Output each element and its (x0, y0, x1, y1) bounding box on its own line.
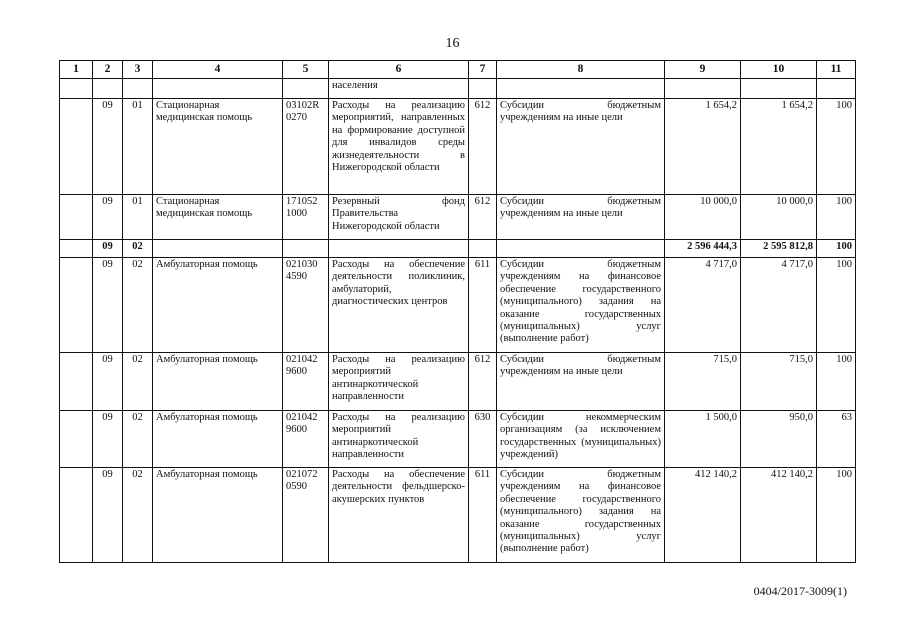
column-header: 2 (93, 61, 123, 79)
cell-amount-actual: 412 140,2 (741, 468, 817, 563)
cell-amount-plan: 1 654,2 (665, 99, 741, 195)
cell-expense-type-name (497, 240, 665, 258)
cell-subsection-name: Стационарная медицинская помощь (153, 99, 283, 195)
cell-col1 (60, 411, 93, 468)
cell-amount-actual: 1 654,2 (741, 99, 817, 195)
column-header: 5 (283, 61, 329, 79)
cell-percent: 100 (817, 195, 856, 240)
cell-amount-actual: 715,0 (741, 353, 817, 411)
cell-subsection: 02 (123, 468, 153, 563)
cell-expense-type: 612 (469, 99, 497, 195)
cell-expense-type: 611 (469, 468, 497, 563)
cell-subsection: 01 (123, 195, 153, 240)
cell-target-article (283, 240, 329, 258)
cell-amount-plan: 10 000,0 (665, 195, 741, 240)
column-header: 10 (741, 61, 817, 79)
table-row (60, 468, 856, 563)
column-header: 3 (123, 61, 153, 79)
cell-percent (817, 79, 856, 99)
cell-article-name (329, 240, 469, 258)
cell-amount-actual: 4 717,0 (741, 258, 817, 353)
cell-article-name: Расходы на реализацию мероприятий антинаркотической направленности (329, 411, 469, 468)
cell-target-article: 021030 4590 (283, 258, 329, 353)
cell-col1 (60, 240, 93, 258)
cell-percent: 100 (817, 468, 856, 563)
cell-expense-type-name: Субсидии бюджетным учреждениям на иные цели (497, 353, 665, 411)
cell-percent: 100 (817, 99, 856, 195)
cell-subsection: 02 (123, 258, 153, 353)
budget-table (59, 60, 856, 563)
cell-col1 (60, 353, 93, 411)
cell-amount-plan: 1 500,0 (665, 411, 741, 468)
cell-col1 (60, 79, 93, 99)
cell-expense-type-name: Субсидии бюджетным учреждениям на иные цели (497, 99, 665, 195)
cell-target-article: 021042 9600 (283, 353, 329, 411)
cell-expense-type (469, 240, 497, 258)
cell-target-article (283, 79, 329, 99)
table-row (60, 411, 856, 468)
column-header: 9 (665, 61, 741, 79)
cell-percent: 100 (817, 353, 856, 411)
cell-expense-type-name: Субсидии некоммерческим организациям (за исключением государственных (муниципальных) учреждений) (497, 411, 665, 468)
cell-target-article: 021072 0590 (283, 468, 329, 563)
cell-subsection: 02 (123, 240, 153, 258)
table-header-row (60, 61, 856, 79)
cell-expense-type (469, 79, 497, 99)
cell-subsection (123, 79, 153, 99)
cell-amount-plan: 412 140,2 (665, 468, 741, 563)
cell-article-name: Резервный фонд Правительства Нижегородской области (329, 195, 469, 240)
cell-section: 09 (93, 195, 123, 240)
cell-percent: 63 (817, 411, 856, 468)
cell-expense-type-name: Субсидии бюджетным учреждениям на финансовое обеспечение государственного (муниципального) задания на оказание государственных (муниципальных) услуг (выполнение работ) (497, 258, 665, 353)
column-header: 7 (469, 61, 497, 79)
column-header: 6 (329, 61, 469, 79)
cell-col1 (60, 195, 93, 240)
document-reference: 0404/2017-3009(1) (753, 584, 847, 598)
cell-col1 (60, 468, 93, 563)
table-row (60, 79, 856, 99)
cell-article-name: Расходы на реализацию мероприятий, направленных на формирование доступной для инвалидов среды жизнедеятельности в Нижегородской области (329, 99, 469, 195)
cell-expense-type: 612 (469, 195, 497, 240)
cell-amount-plan: 2 596 444,3 (665, 240, 741, 258)
cell-subsection-name: Амбулаторная помощь (153, 258, 283, 353)
cell-subsection-name: Амбулаторная помощь (153, 353, 283, 411)
cell-subsection-name (153, 79, 283, 99)
cell-expense-type-name: Субсидии бюджетным учреждениям на иные цели (497, 195, 665, 240)
cell-subsection: 01 (123, 99, 153, 195)
cell-col1 (60, 99, 93, 195)
cell-col1 (60, 258, 93, 353)
cell-percent: 100 (817, 258, 856, 353)
cell-article-name: Расходы на обеспечение деятельности фельдшерско-акушерских пунктов (329, 468, 469, 563)
table-row-subtotal (60, 240, 856, 258)
cell-amount-actual: 10 000,0 (741, 195, 817, 240)
cell-expense-type-name: Субсидии бюджетным учреждениям на финансовое обеспечение государственного (муниципального) задания на оказание государственных (муниципальных) услуг (выполнение работ) (497, 468, 665, 563)
column-header: 11 (817, 61, 856, 79)
cell-subsection: 02 (123, 411, 153, 468)
cell-subsection: 02 (123, 353, 153, 411)
column-header: 1 (60, 61, 93, 79)
cell-subsection-name: Амбулаторная помощь (153, 411, 283, 468)
cell-percent: 100 (817, 240, 856, 258)
cell-section: 09 (93, 353, 123, 411)
cell-expense-type: 612 (469, 353, 497, 411)
cell-amount-actual (741, 79, 817, 99)
cell-article-name: Расходы на реализацию мероприятий антинаркотической направленности (329, 353, 469, 411)
cell-expense-type-name (497, 79, 665, 99)
cell-article-name: Расходы на обеспечение деятельности поликлиник, амбулаторий, диагностических центров (329, 258, 469, 353)
column-header: 8 (497, 61, 665, 79)
cell-section: 09 (93, 468, 123, 563)
cell-subsection-name: Амбулаторная помощь (153, 468, 283, 563)
cell-amount-plan: 715,0 (665, 353, 741, 411)
cell-amount-actual: 2 595 812,8 (741, 240, 817, 258)
cell-amount-plan: 4 717,0 (665, 258, 741, 353)
table-row (60, 353, 856, 411)
table-row (60, 258, 856, 353)
cell-amount-plan (665, 79, 741, 99)
cell-subsection-name (153, 240, 283, 258)
cell-subsection-name: Стационарная медицинская помощь (153, 195, 283, 240)
cell-section: 09 (93, 240, 123, 258)
cell-amount-actual: 950,0 (741, 411, 817, 468)
cell-section (93, 79, 123, 99)
cell-expense-type: 611 (469, 258, 497, 353)
cell-target-article: 03102R 0270 (283, 99, 329, 195)
cell-target-article: 021042 9600 (283, 411, 329, 468)
column-header: 4 (153, 61, 283, 79)
table-row (60, 99, 856, 195)
cell-section: 09 (93, 411, 123, 468)
table-row (60, 195, 856, 240)
cell-article-name: населения (329, 79, 469, 99)
cell-section: 09 (93, 258, 123, 353)
cell-section: 09 (93, 99, 123, 195)
cell-expense-type: 630 (469, 411, 497, 468)
page-number: 16 (445, 36, 460, 51)
cell-target-article: 171052 1000 (283, 195, 329, 240)
